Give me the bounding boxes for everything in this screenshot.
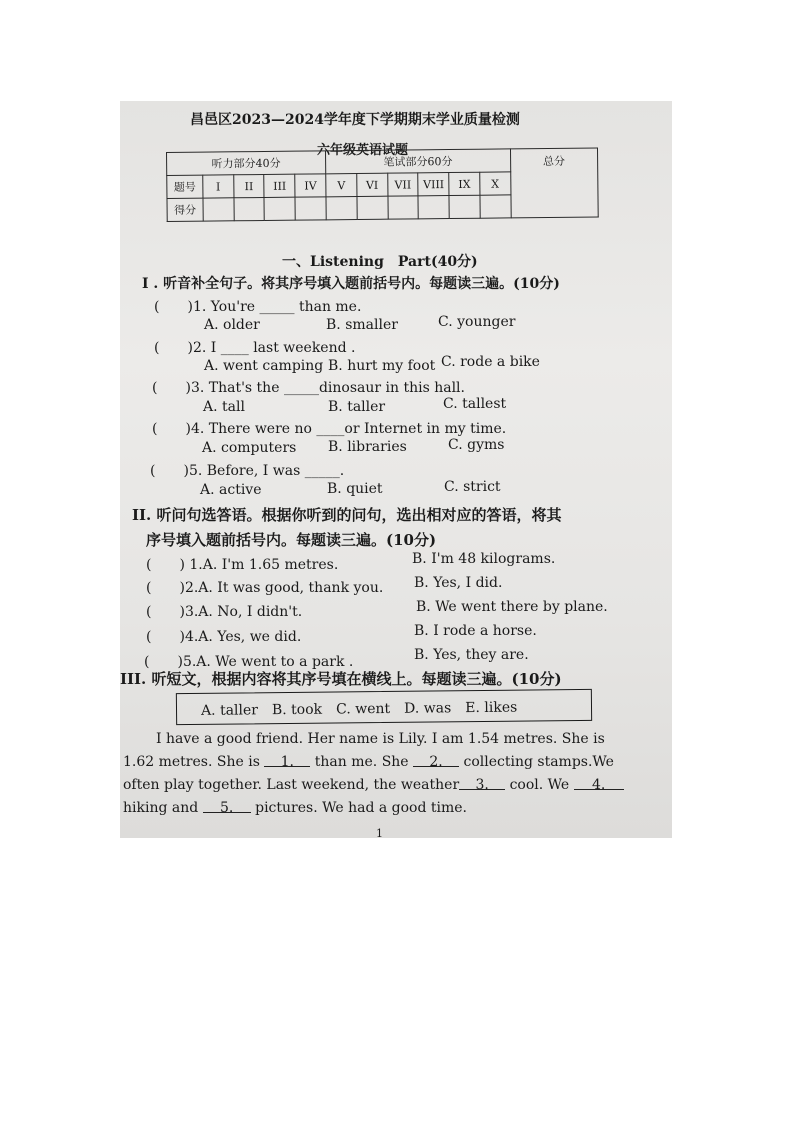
option-b: B. smaller [326,317,398,333]
blank-2: 2. [413,754,459,767]
part2-question-2 [146,577,383,597]
question-stem: last weekend . [253,340,356,356]
blank-3: 3. [459,777,505,790]
row-label-number: 题号 [167,175,203,198]
answer-paren: ( ) [146,629,185,645]
answer-paren: ( ) [152,380,191,396]
exam-title: 昌邑区2023—2024学年度下学期期末学业质量检测 [190,112,520,128]
passage-text: hiking and [123,800,203,816]
question-stem: 3. That's the [190,380,280,396]
question-stem: or Internet in my time. [344,421,507,437]
part2-question-3 [146,601,302,621]
question-stem: 4. There were no [190,421,312,437]
score-cell [449,195,480,218]
option-c: C. rode a bike [441,354,540,370]
word-bank-box [176,689,592,725]
question-stem: 1. You're [192,299,256,315]
answer-paren: ( ) [152,421,191,437]
answer-paren: ( ) [144,654,183,670]
numeral-cell: I [203,175,234,198]
numeral-cell: VII [387,173,418,196]
blank-1: 1. [264,754,310,767]
option-a: 4.A. Yes, we did. [184,629,302,645]
passage-text: pictures. We had a good time. [250,800,468,816]
passage-line-4 [123,800,467,816]
score-cell [388,196,419,219]
blank-4: 4. [574,777,624,790]
option-a: A. went camping [204,358,324,374]
score-table [166,147,599,222]
writing-part-label: 笔试部分60分 [326,149,511,174]
part1-question-3 [152,377,465,397]
score-cell [203,198,234,221]
numeral-cell: VI [357,173,388,196]
numeral-cell: II [233,174,264,197]
answer-paren: ( ) [150,463,189,479]
word-bank: A. taller B. took C. went D. was E. likes [200,699,518,719]
numeral-cell: IX [449,172,480,195]
passage-text: collecting stamps.We [459,754,614,770]
numeral-cell: III [264,174,295,197]
option-b: B. We went there by plane. [416,599,608,615]
option-b: B. taller [328,399,386,415]
option-b: B. I'm 48 kilograms. [412,551,556,567]
passage-text: cool. We [505,777,574,793]
option-a: 2.A. It was good, thank you. [184,580,384,596]
option-b: B. libraries [328,439,407,455]
option-a: A. older [204,317,260,333]
passage-line-1 [156,731,605,747]
part1-question-4 [152,418,506,438]
scanned-exam-photo [120,101,672,838]
option-b: B. quiet [327,481,383,497]
answer-paren: ( ) [146,580,185,596]
option-a: A. active [200,482,262,498]
blank: ____ [316,421,345,437]
score-cell [357,196,388,219]
answer-paren: ( ) [154,340,193,356]
score-cell [264,197,295,220]
question-stem: 2. I [192,340,217,356]
option-a: 5.A. We went to a park . [182,654,354,670]
part1-instruction: I . 听音补全句子。将其序号填入题前括号内。每题读三遍。(10分) [142,276,560,292]
question-stem: than me. [298,299,362,315]
section-title: 一、Listening Part(40分) [282,254,478,270]
option-c: C. tallest [443,396,507,412]
score-cell [418,196,449,219]
score-cell [480,195,511,218]
blank: _____ [259,299,295,315]
option-c: C. younger [438,314,516,330]
option-a: A. tall [203,399,245,415]
part1-question-1 [154,296,361,316]
blank-5: 5. [203,800,251,813]
option-c: C. strict [444,479,501,495]
answer-paren: ( ) [146,604,185,620]
score-cell [295,197,326,220]
option-a: 3.A. No, I didn't. [184,604,303,620]
question-stem: 5. Before, I was [188,463,301,479]
passage-text: I have a good friend. Her name is Lily. I am 1.54 metres. She is [156,731,605,747]
score-cell [234,197,265,220]
part2-question-1 [146,554,338,574]
blank: _____ [283,380,319,396]
question-stem: dinosaur in this hall. [318,380,465,396]
question-stem: . [339,463,345,479]
passage-line-3 [123,777,624,793]
numeral-cell: VIII [418,173,449,196]
exam-subtitle: 六年级英语试题 [317,143,409,158]
row-label-score: 得分 [167,198,203,221]
part2-question-4 [146,626,301,646]
part1-question-2 [154,337,355,357]
total-score-label: 总分 [510,148,598,218]
passage-text: 1.62 metres. She is [123,754,265,770]
score-cell [326,197,357,220]
passage-text: than me. She [310,754,414,770]
option-b: B. Yes, I did. [414,575,503,591]
option-a: A. computers [202,440,297,456]
numeral-cell: V [326,174,357,197]
blank: ____ [220,340,249,356]
option-a: 1.A. I'm 1.65 metres. [189,557,339,573]
passage-line-2 [123,754,614,770]
passage-text: often play together. Last weekend, the weather [123,777,460,793]
option-b: B. I rode a horse. [414,623,537,639]
answer-paren: ( ) [146,557,185,573]
option-c: C. gyms [448,437,505,453]
option-b: B. Yes, they are. [414,647,529,663]
part2-instruction-line1: II. 听问句选答语。根据你听到的问句，选出相对应的答语，将其 [132,506,562,524]
score-table-header-row [167,148,598,176]
blank: _____ [304,463,340,479]
part1-question-5 [150,460,344,480]
part2-instruction-line2: 序号填入题前括号内。每题读三遍。(10分) [146,531,437,549]
numeral-cell: IV [295,174,326,197]
option-b: B. hurt my foot [328,358,436,374]
answer-paren: ( ) [154,299,193,315]
page-number: 1 [376,827,383,838]
part3-instruction: III. 听短文，根据内容将其序号填在横线上。每题读三遍。(10分) [120,670,562,688]
numeral-cell: X [480,172,511,195]
listening-part-label: 听力部分40分 [167,151,326,176]
